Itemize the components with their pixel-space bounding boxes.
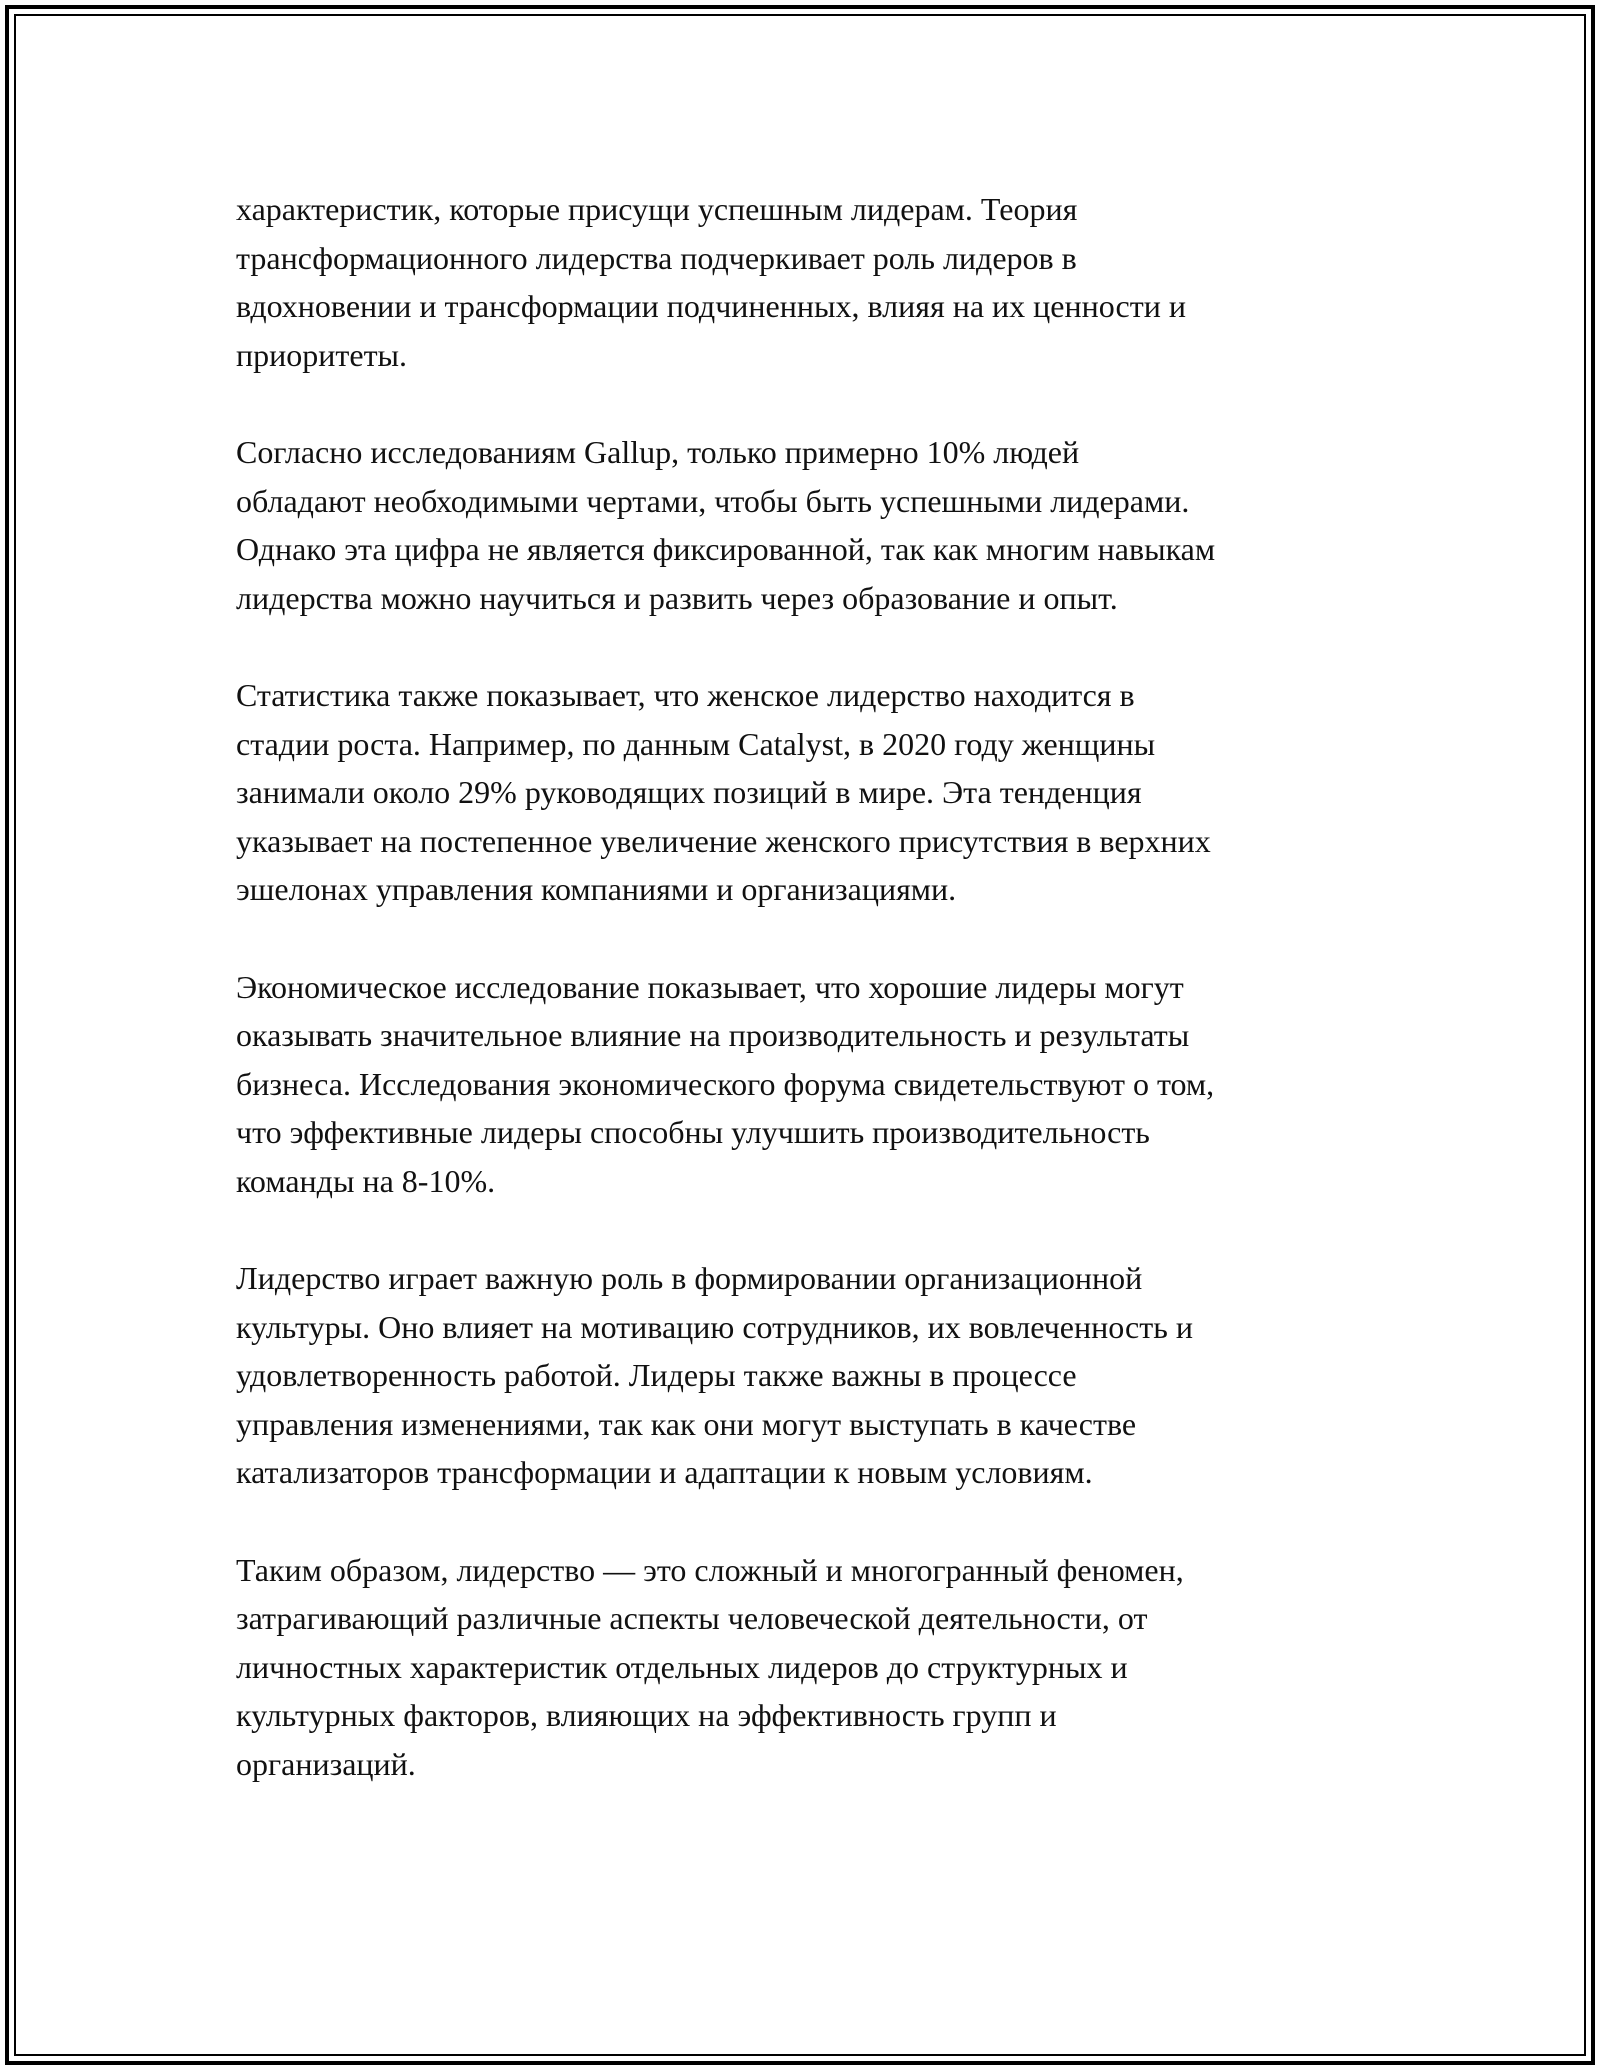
text-line: приоритеты. xyxy=(236,336,408,373)
text-line: Согласно исследованиям Gallup, только примерно 10% людей xyxy=(236,433,1080,470)
text-line: занимали около 29% руководящих позиций в мире. Эта тенденция xyxy=(236,774,1142,811)
text-line: обладают необходимыми чертами, чтобы быть успешными лидерами. xyxy=(236,482,1190,519)
paragraph-1 xyxy=(236,185,1416,379)
text-line: личностных характеристик отдельных лидеров до структурных и xyxy=(236,1648,1128,1685)
paragraph-6 xyxy=(236,1546,1416,1789)
paragraph-3 xyxy=(236,671,1416,914)
paragraph-4 xyxy=(236,963,1416,1206)
text-line: катализаторов трансформации и адаптации к новым условиям. xyxy=(236,1454,1093,1491)
text-line: вдохновении и трансформации подчиненных, влияя на их ценности и xyxy=(236,288,1186,325)
text-line: команды на 8-10%. xyxy=(236,1162,496,1199)
text-line: трансформационного лидерства подчеркивает роль лидеров в xyxy=(236,239,1077,276)
text-line: указывает на постепенное увеличение женского присутствия в верхних xyxy=(236,822,1211,859)
paragraph-5 xyxy=(236,1254,1416,1497)
text-line: управления изменениями, так как они могут выступать в качестве xyxy=(236,1405,1137,1442)
text-line: лидерства можно научиться и развить через образование и опыт. xyxy=(236,579,1118,616)
text-line: Однако эта цифра не является фиксированной, так как многим навыкам xyxy=(236,531,1216,568)
text-line: организаций. xyxy=(236,1746,416,1782)
text-line: культуры. Оно влияет на мотивацию сотрудников, их вовлеченность и xyxy=(236,1308,1193,1345)
text-line: стадии роста. Например, по данным Catalyst, в 2020 году женщины xyxy=(236,725,1156,762)
text-line: Таким образом, лидерство — это сложный и многогранный феномен, xyxy=(236,1551,1184,1588)
text-line: культурных факторов, влияющих на эффективность групп и xyxy=(236,1697,1057,1734)
text-line: эшелонах управления компаниями и организациями. xyxy=(236,871,957,908)
text-line: Статистика также показывает, что женское лидерство находится в xyxy=(236,676,1135,713)
document-body xyxy=(236,185,1416,1837)
text-line: Лидерство играет важную роль в формировании организационной xyxy=(236,1260,1143,1297)
text-line: бизнеса. Исследования экономического форума свидетельствуют о том, xyxy=(236,1065,1215,1102)
text-line: затрагивающий различные аспекты человеческой деятельности, от xyxy=(236,1600,1148,1637)
text-line: Экономическое исследование показывает, что хорошие лидеры могут xyxy=(236,968,1184,1005)
text-line: удовлетворенность работой. Лидеры также важны в процессе xyxy=(236,1357,1077,1394)
paragraph-2 xyxy=(236,428,1416,622)
text-line: что эффективные лидеры способны улучшить производительность xyxy=(236,1114,1150,1151)
text-line: оказывать значительное влияние на производительность и результаты xyxy=(236,1017,1190,1054)
text-line: характеристик, которые присущи успешным лидерам. Теория xyxy=(236,191,1078,227)
